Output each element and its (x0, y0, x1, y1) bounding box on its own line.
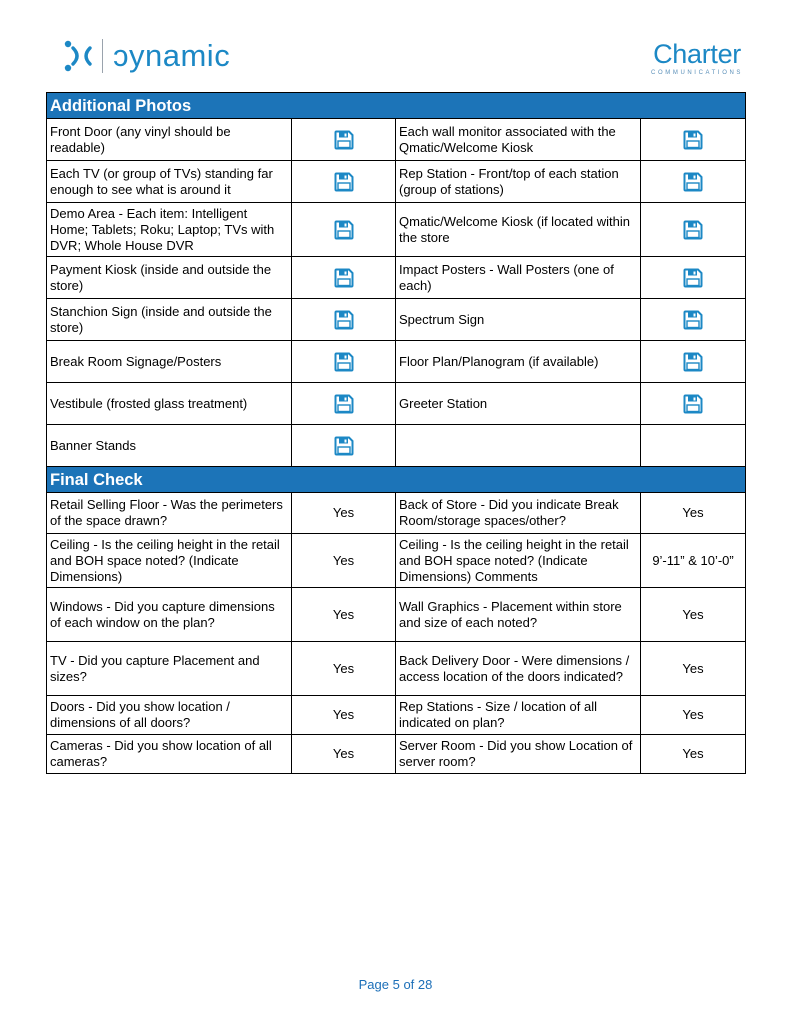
check-answer[interactable]: Yes (292, 696, 396, 735)
save-icon[interactable] (334, 394, 354, 414)
photo-item-label: Payment Kiosk (inside and outside the store) (47, 257, 292, 299)
photo-row (47, 203, 746, 257)
save-icon[interactable] (334, 130, 354, 150)
final-check-row (47, 735, 746, 774)
photo-attach-cell[interactable] (641, 119, 746, 161)
photo-item-label: Each wall monitor associated with the Qmatic/Welcome Kiosk (396, 119, 641, 161)
photo-attach-cell[interactable] (641, 299, 746, 341)
photo-attach-cell[interactable] (641, 161, 746, 203)
photo-item-label: Spectrum Sign (396, 299, 641, 341)
section-title: Additional Photos (47, 93, 746, 119)
photo-attach-cell[interactable] (641, 203, 746, 257)
section-header-additional-photos (47, 93, 746, 119)
photo-attach-cell (641, 425, 746, 467)
charter-subtext: COMMUNICATIONS (651, 70, 743, 76)
page-number: Page 5 of 28 (358, 977, 433, 992)
check-question: Ceiling - Is the ceiling height in the retail and BOH space noted? (Indicate Dimensions) (47, 534, 292, 588)
checklist-table (46, 92, 746, 774)
photo-item-label: Banner Stands (47, 425, 292, 467)
photo-item-label: Front Door (any vinyl should be readable) (47, 119, 292, 161)
photo-item-label: Floor Plan/Planogram (if available) (396, 341, 641, 383)
photo-attach-cell[interactable] (292, 119, 396, 161)
check-answer[interactable]: Yes (641, 735, 746, 774)
save-icon[interactable] (334, 436, 354, 456)
section-header-final-check (47, 467, 746, 493)
photo-item-label: Impact Posters - Wall Posters (one of each) (396, 257, 641, 299)
check-question: Ceiling - Is the ceiling height in the retail and BOH space noted? (Indicate Dimensions) Comments (396, 534, 641, 588)
photo-item-label: Greeter Station (396, 383, 641, 425)
check-answer[interactable]: Yes (641, 493, 746, 534)
check-question: Doors - Did you show location / dimensions of all doors? (47, 696, 292, 735)
photo-item-label: Qmatic/Welcome Kiosk (if located within the store (396, 203, 641, 257)
photo-item-label: Rep Station - Front/top of each station (group of stations) (396, 161, 641, 203)
photo-row (47, 341, 746, 383)
save-icon[interactable] (334, 352, 354, 372)
check-question: Retail Selling Floor - Was the perimeters of the space drawn? (47, 493, 292, 534)
check-question: Back of Store - Did you indicate Break Room/storage spaces/other? (396, 493, 641, 534)
check-question: Windows - Did you capture dimensions of each window on the plan? (47, 588, 292, 642)
photo-row (47, 299, 746, 341)
check-answer[interactable]: Yes (292, 588, 396, 642)
section-title: Final Check (47, 467, 746, 493)
check-answer[interactable]: Yes (292, 534, 396, 588)
final-check-row (47, 642, 746, 696)
charter-wordmark: Charter (653, 39, 741, 69)
photo-attach-cell[interactable] (292, 425, 396, 467)
save-icon[interactable] (683, 130, 703, 150)
photo-item-label: Vestibule (frosted glass treatment) (47, 383, 292, 425)
check-question: Wall Graphics - Placement within store and size of each noted? (396, 588, 641, 642)
check-answer[interactable]: Yes (292, 735, 396, 774)
save-icon[interactable] (334, 220, 354, 240)
save-icon[interactable] (334, 172, 354, 192)
photo-row (47, 119, 746, 161)
photo-attach-cell[interactable] (292, 161, 396, 203)
photo-item-label: Demo Area - Each item: Intelligent Home; Tablets; Roku; Laptop; TVs with DVR; Whole House DVR (47, 203, 292, 257)
check-answer[interactable]: Yes (641, 696, 746, 735)
save-icon[interactable] (683, 268, 703, 288)
save-icon[interactable] (683, 220, 703, 240)
final-check-row (47, 534, 746, 588)
dynamic-logo (64, 38, 230, 74)
save-icon[interactable] (683, 172, 703, 192)
check-question: Rep Stations - Size / location of all indicated on plan? (396, 696, 641, 735)
photo-row (47, 257, 746, 299)
photo-attach-cell[interactable] (641, 341, 746, 383)
logo-divider (102, 39, 103, 73)
dynamic-mark-icon (64, 40, 94, 72)
photo-item-label (396, 425, 641, 467)
check-answer[interactable]: Yes (641, 642, 746, 696)
final-check-row (47, 696, 746, 735)
photo-item-label: Stanchion Sign (inside and outside the store) (47, 299, 292, 341)
photo-row (47, 161, 746, 203)
check-question: Server Room - Did you show Location of server room? (396, 735, 641, 774)
photo-attach-cell[interactable] (641, 383, 746, 425)
check-answer[interactable]: Yes (292, 493, 396, 534)
photo-item-label: Break Room Signage/Posters (47, 341, 292, 383)
photo-row (47, 383, 746, 425)
final-check-row (47, 588, 746, 642)
final-check-row (47, 493, 746, 534)
charter-logo (651, 40, 741, 77)
photo-attach-cell[interactable] (641, 257, 746, 299)
check-question: Cameras - Did you show location of all cameras? (47, 735, 292, 774)
photo-attach-cell[interactable] (292, 299, 396, 341)
check-answer[interactable]: 9’-11” & 10’-0” (641, 534, 746, 588)
check-question: Back Delivery Door - Were dimensions / access location of the doors indicated? (396, 642, 641, 696)
check-answer[interactable]: Yes (641, 588, 746, 642)
photo-attach-cell[interactable] (292, 341, 396, 383)
check-question: TV - Did you capture Placement and sizes? (47, 642, 292, 696)
save-icon[interactable] (683, 352, 703, 372)
photo-attach-cell[interactable] (292, 257, 396, 299)
photo-attach-cell[interactable] (292, 203, 396, 257)
save-icon[interactable] (334, 268, 354, 288)
photo-attach-cell[interactable] (292, 383, 396, 425)
dynamic-wordmark: ɔynamic (113, 38, 231, 73)
photo-row (47, 425, 746, 467)
check-answer[interactable]: Yes (292, 642, 396, 696)
save-icon[interactable] (683, 394, 703, 414)
save-icon[interactable] (334, 310, 354, 330)
save-icon[interactable] (683, 310, 703, 330)
photo-item-label: Each TV (or group of TVs) standing far enough to see what is around it (47, 161, 292, 203)
